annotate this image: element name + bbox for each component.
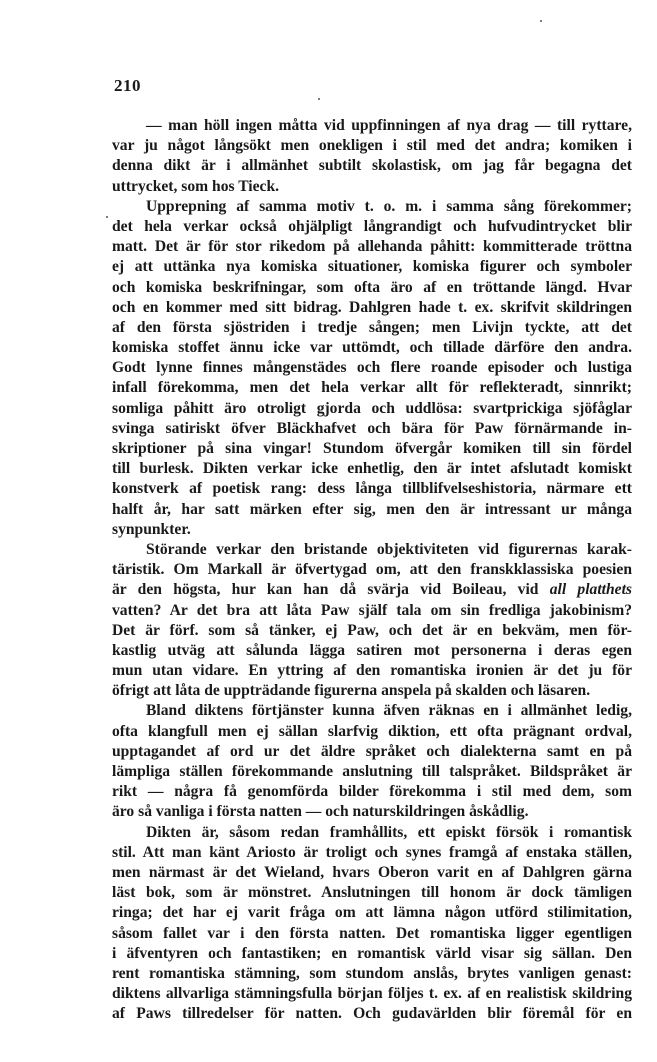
page-number: 210: [114, 76, 141, 95]
text-line: ringa; det har ej varit fråga om att lämna någon utförd stilimitation,: [112, 904, 632, 922]
text-line: uttrycket, som hos Tieck.: [112, 177, 280, 195]
text-line: infall förekomma, men det hela verkar allt för reflekteradt, sinnrikt;: [112, 379, 632, 397]
text-line: och komiska beskrifningar, som ofta äro af en tröttande längd. Hvar: [112, 278, 632, 296]
text-line: halft år, har satt märken efter sig, men den är intressant ur många: [112, 500, 632, 518]
text-line: upptagandet af ord ur det äldre språket och dialekterna samt en på: [112, 742, 632, 760]
text-line: ej att uttänka nya komiska situationer, komiska figurer och symboler: [112, 258, 632, 276]
text-line: men närmast är det Wieland, hvars Oberon varit en af Dahlgren gärna: [112, 863, 632, 881]
text-line: vatten? Ar det bra att låta Paw själf tala om sin fredliga jakobinism?: [112, 601, 632, 619]
text-line: rent romantiska stämning, som stundom anslås, brytes vanligen genast:: [112, 964, 632, 982]
text-line: öfrigt att låta de uppträdande figurerna anspela på skalden och läsaren.: [112, 682, 591, 700]
text-line: svinga satiriskt öfver Bläckhafvet och bära för Paw förnärmande in-: [112, 419, 632, 437]
body-text: [112, 116, 632, 1024]
text-line: stil. Att man känt Ariosto är troligt och synes framgå af enstaka ställen,: [112, 843, 632, 861]
text-line: denna dikt är i allmänhet subtilt skolastisk, om jag får begagna det: [112, 157, 632, 175]
text-line: synpunkter.: [112, 520, 191, 538]
text-line: konstverk af poetisk rang: dess långa tillblifvelseshistoria, närmare ett: [112, 480, 632, 498]
text-line: Upprepning af samma motiv t. o. m. i samma sång förekommer;: [146, 197, 632, 215]
speck: [540, 20, 542, 22]
text-line: äro så vanliga i första natten — och naturskildringen åskådlig.: [112, 803, 529, 821]
text-line: kastlig utväg att sålunda lägga satiren mot personerna i deras egen: [112, 641, 632, 659]
text-line: är den högsta, hur kan han då svärja vid Boileau, vid all platthets: [112, 581, 632, 599]
text-line: lämpliga ställen förekommande anslutning till talspråket. Bildspråket är: [112, 763, 632, 780]
speck: [106, 216, 108, 218]
text-line: af Paws tillredelser för natten. Och gudavärlden blir föremål för en: [112, 1005, 632, 1023]
text-line: af den första sjöstriden i tredje sången; men Livijn tyckte, att det: [112, 318, 632, 336]
text-line: det hela verkar också ohjälpligt långrandigt och hufvudintrycket blir: [112, 217, 632, 235]
text-line: rikt — några få genomförda bilder förekomma i stil med dem, som: [112, 783, 632, 801]
text-line: såsom fallet var i den första natten. Det romantiska ligger egentligen: [112, 924, 632, 942]
text-line: diktens allvarliga stämningsfulla början följes t. ex. af en realistisk skildring: [112, 985, 632, 1003]
text-line: Dikten är, såsom redan framhållits, ett episkt försök i romantisk: [146, 823, 632, 841]
text-line: Godt lynne finnes mångenstädes och flere roande episoder och lustiga: [112, 359, 632, 377]
text-line: ofta klangfull men ej sällan slarfvig diktion, ett ofta prägnant ordval,: [112, 722, 632, 740]
text-line: var ju något långsökt men onekligen i stil med det andra; komiken i: [112, 137, 632, 155]
text-line: skriptioner på sina vingar! Stundom öfvergår komiken till sin fördel: [112, 440, 632, 457]
text-line: i äfventyren och fantastiken; en romantisk värld visar sig sällan. Den: [112, 944, 632, 962]
text-line: komiska stoffet ännu icke var uttömdt, och tillade därföre den andra.: [112, 339, 632, 357]
text-line: täristik. Om Markall är öfvertygad om, att den franskklassiska poesien: [112, 561, 632, 579]
text-line: och en kommer med sitt bidrag. Dahlgren hade t. ex. skrifvit skildringen: [112, 298, 632, 316]
text-line: mun utan vidare. En yttring af den romantiska ironien är det ju för: [112, 662, 632, 680]
text-line: matt. Det är för stor rikedom på allehanda påhitt: kommitterade tröttna: [112, 238, 632, 256]
text-line: somliga påhitt äro otroligt gjorda och uddlösa: svartprickiga sjöfåglar: [112, 399, 632, 417]
text-line: Bland diktens förtjänster kunna äfven räknas en i allmänhet ledig,: [146, 702, 632, 720]
text-line: till burlesk. Dikten verkar icke enhetlig, den är intet afslutadt komiskt: [112, 460, 632, 478]
text-line: Störande verkar den bristande objektiviteten vid figurernas karak-: [146, 540, 632, 558]
text-line: läst bok, som är mönstret. Anslutningen till honom är dock tämligen: [112, 884, 632, 902]
speck: [318, 98, 320, 100]
text-line: — man höll ingen måtta vid uppfinningen af nya drag — till ryttare,: [146, 117, 632, 134]
text-line: Det är förf. som så tänker, ej Paw, och det är en bekväm, men för-: [112, 621, 632, 639]
